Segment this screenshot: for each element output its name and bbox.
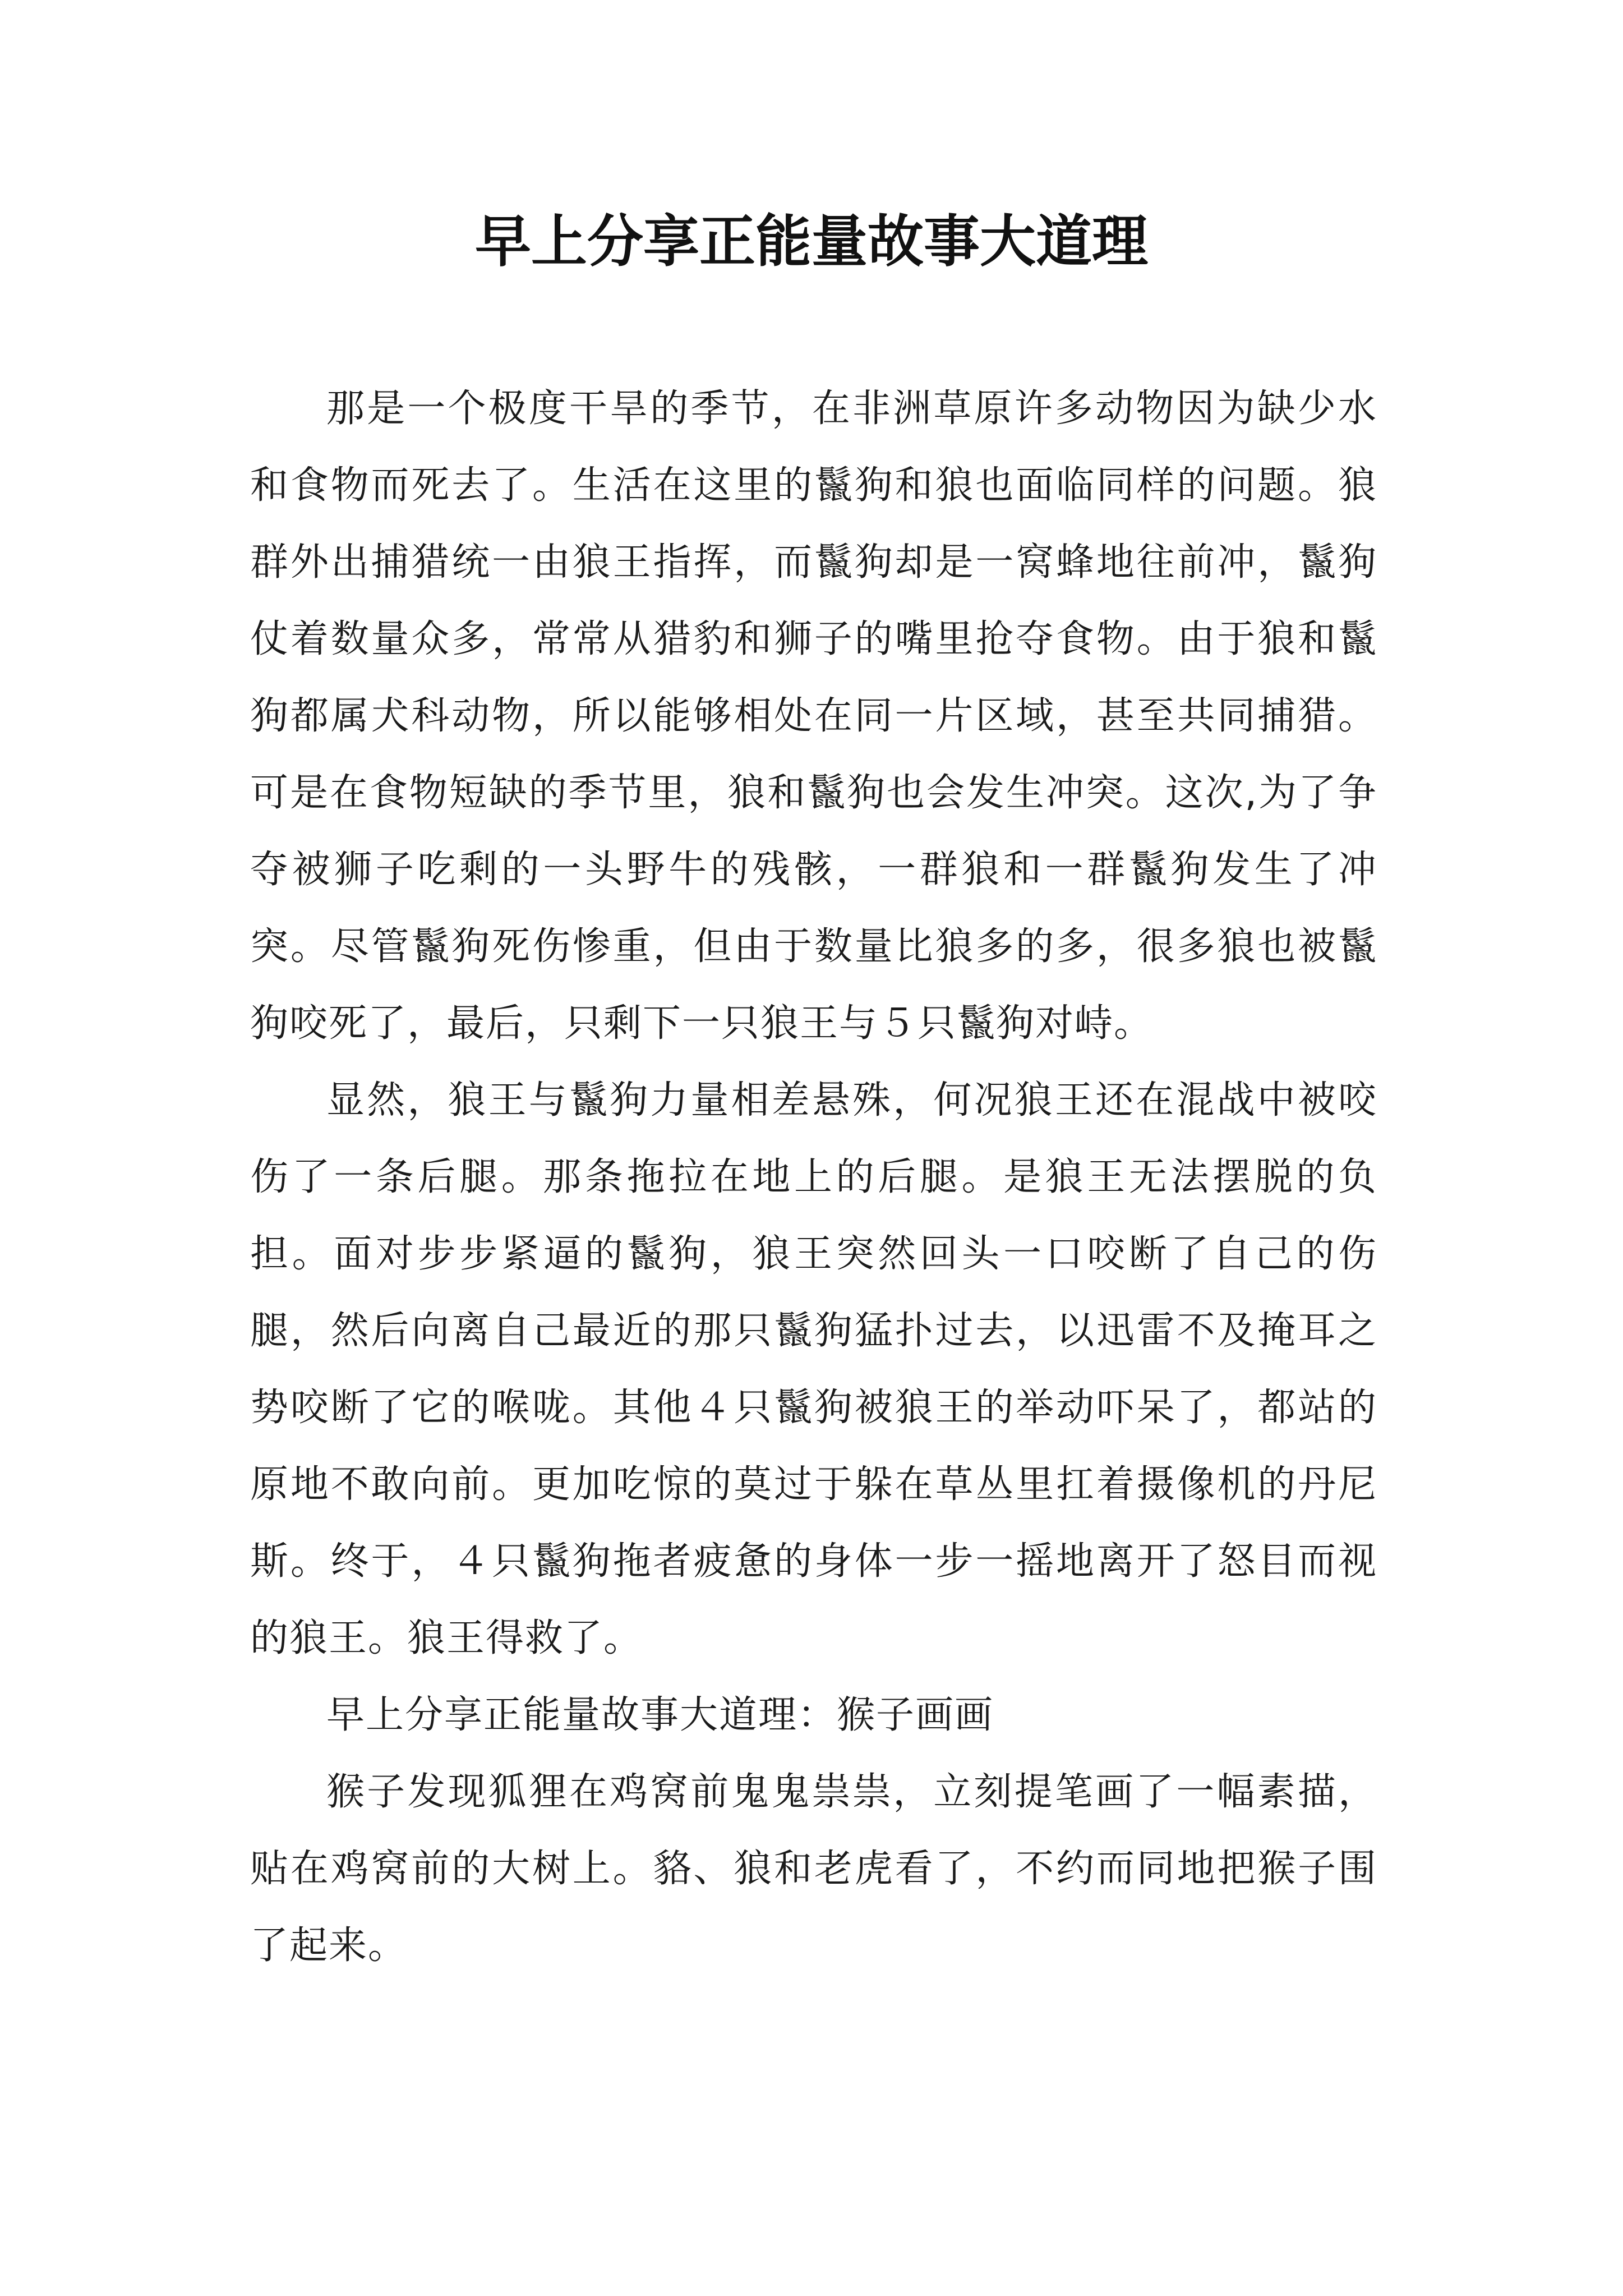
document-title: 早上分享正能量故事大道理: [475, 208, 1148, 274]
paragraph-wolf-hyena-conflict: 那是一个极度干旱的季节，在非洲草原许多动物因为缺少水和食物而死去了。生活在这里的鬣狗和狼也面临同样的问题。狼群外出捕猎统一由狼王指挥，而鬣狗却是一窝蜂地往前冲，鬣狗仗着数量众多，常常从猎豹和狮子的嘴里抢夺食物。由于狼和鬣狗都属犬科动物，所以能够相处在同一片区域，甚至共同捕猎。可是在食物短缺的季节里，狼和鬣狗也会发生冲突。这次,为了争夺被狮子吃剩的一头野牛的残骸，一群狼和一群鬣狗发生了冲突。尽管鬣狗死伤惨重，但由于数量比狼多的多，很多狼也被鬣狗咬死了，最后，只剩下一只狼王与５只鬣狗对峙。: [250, 386, 1377, 1046]
document-body: [250, 370, 1377, 1984]
section-heading-monkey-painting: 早上分享正能量故事大道理：猴子画画: [326, 1693, 994, 1737]
paragraph-monkey-painting: 猴子发现狐狸在鸡窝前鬼鬼祟祟，立刻提笔画了一幅素描，贴在鸡窝前的大树上。貉、狼和老虎看了，不约而同地把猴子围了起来。: [250, 1770, 1377, 1968]
paragraph-wolf-king-escape: 显然，狼王与鬣狗力量相差悬殊，何况狼王还在混战中被咬伤了一条后腿。那条拖拉在地上的后腿。是狼王无法摆脱的负担。面对步步紧逼的鬣狗，狼王突然回头一口咬断了自己的伤腿，然后向离自己最近的那只鬣狗猛扑过去，以迅雷不及掩耳之势咬断了它的喉咙。其他４只鬣狗被狼王的举动吓呆了，都站的原地不敢向前。更加吃惊的莫过于躲在草丛里扛着摄像机的丹尼斯。终于，４只鬣狗拖者疲惫的身体一步一摇地离开了怒目而视的狼王。狼王得救了。: [250, 1078, 1377, 1660]
